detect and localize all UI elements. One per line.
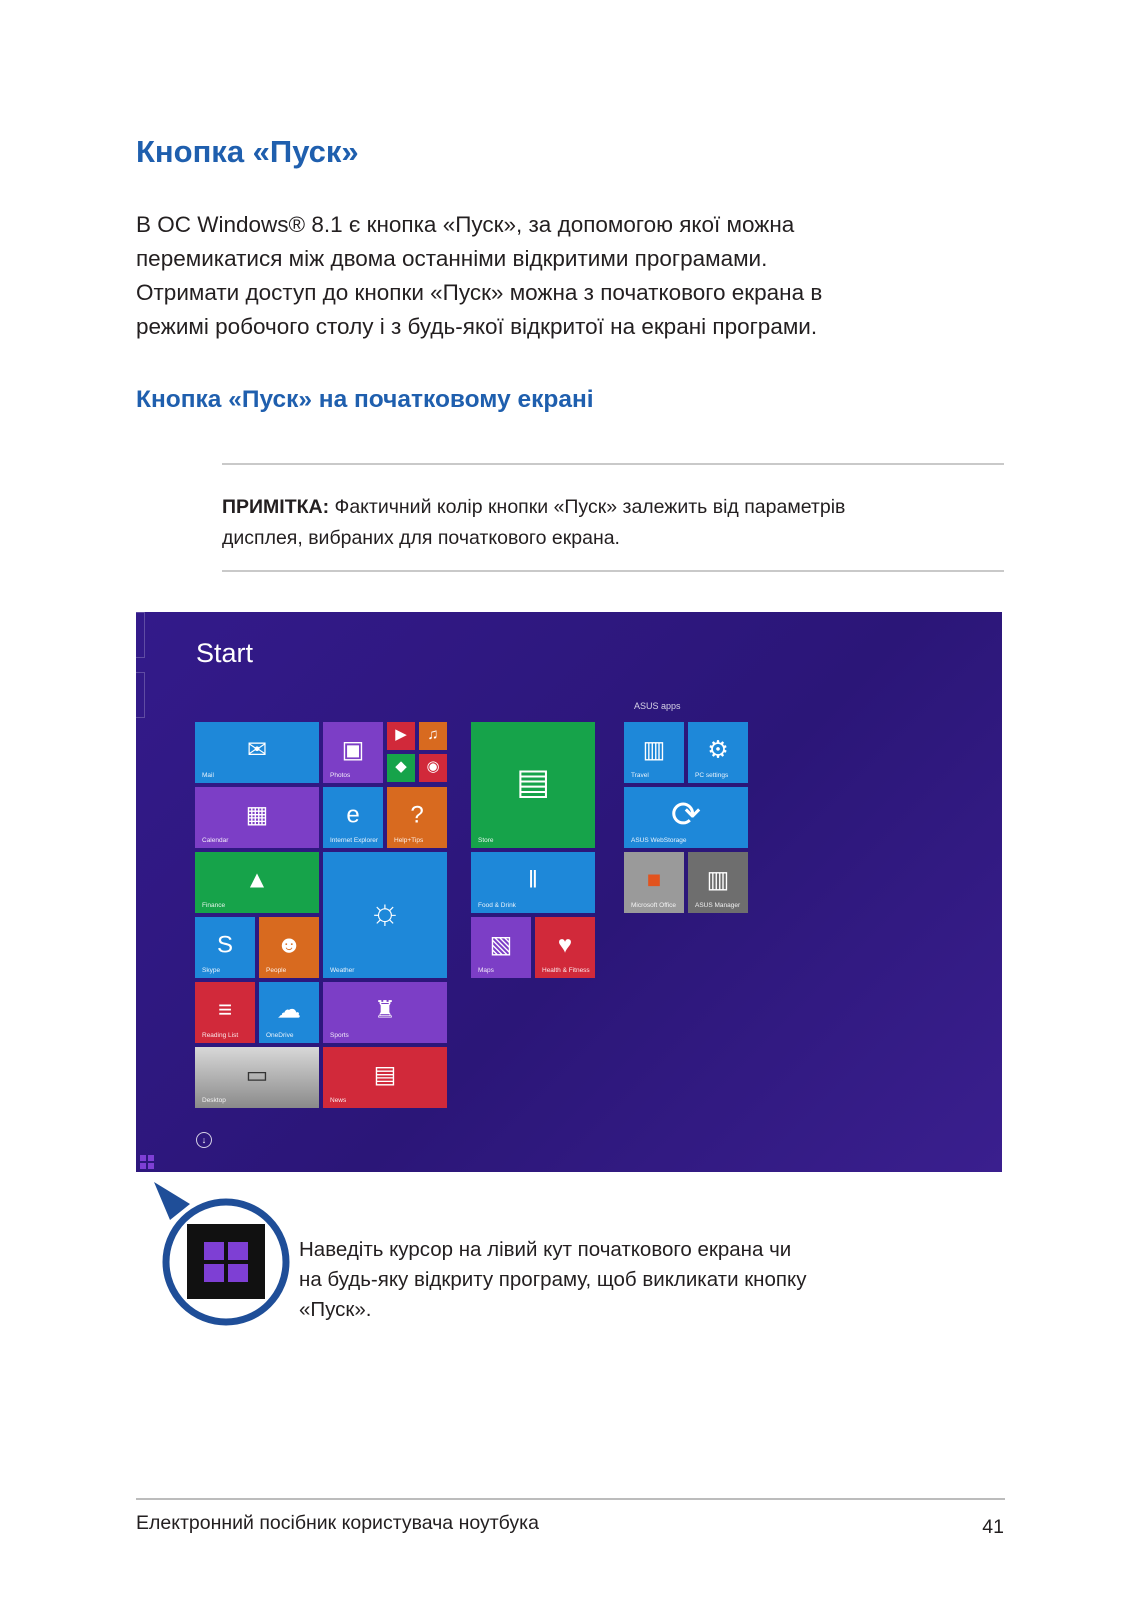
internet-explorer-icon: e <box>346 801 360 829</box>
start-title: Start <box>196 638 254 668</box>
tile-caption: OneDrive <box>266 1032 294 1039</box>
mail-icon: ✉ <box>246 736 268 764</box>
health-icon: ♥ <box>557 931 573 959</box>
reading-list-icon: ≡ <box>217 996 232 1024</box>
caption-line: «Пуск». <box>299 1298 372 1321</box>
tile-caption: Finance <box>202 902 226 909</box>
onedrive-icon: ☁ <box>277 996 301 1024</box>
footer-divider <box>136 1498 1005 1500</box>
tile-caption: PC settings <box>695 772 729 779</box>
tile-caption: Desktop <box>202 1097 226 1104</box>
note-line: дисплея, вибраних для початкового екрана. <box>222 527 620 549</box>
desktop-icon: ▭ <box>245 1061 269 1089</box>
finance-icon: ▲ <box>245 866 269 894</box>
tile-caption: ASUS WebStorage <box>631 837 687 844</box>
tile-caption: News <box>330 1097 347 1104</box>
tile-caption: Sports <box>330 1032 349 1039</box>
office-icon: ■ <box>646 866 662 894</box>
callout-caption <box>299 1235 939 1325</box>
group-label: ASUS apps <box>634 701 681 711</box>
tile-caption: ASUS Manager <box>695 902 741 909</box>
note-text: Фактичний колір кнопки «Пуск» залежить від параметрів <box>329 496 846 518</box>
help-icon: ? <box>410 801 424 829</box>
section-subheading: Кнопка «Пуск» на початковому екрані <box>136 386 594 413</box>
page-number: 41 <box>982 1516 1004 1538</box>
sync-icon: ⟳ <box>670 792 702 834</box>
photos-icon: ▣ <box>341 736 365 764</box>
tile-caption: People <box>266 967 287 974</box>
tile-caption: Internet Explorer <box>330 837 379 844</box>
start-button-enlarged <box>187 1224 265 1299</box>
tile-caption: Store <box>478 837 494 844</box>
intro-line: В ОС Windows® 8.1 є кнопка «Пуск», за допомогою якої можна <box>136 212 795 237</box>
caption-line: на будь-яку відкриту програму, щоб викликати кнопку <box>299 1268 807 1291</box>
intro-line: режимі робочого столу і з будь-якої відкритої на екрані програми. <box>136 314 818 339</box>
intro-line: Отримати доступ до кнопки «Пуск» можна з початкового екрана в <box>136 280 823 305</box>
tile-caption: Calendar <box>202 837 229 844</box>
games-icon: ◆ <box>395 758 407 775</box>
tile-caption: Health & Fitness <box>542 967 590 974</box>
tile-caption: Microsoft Office <box>631 902 677 909</box>
music-icon: ♫ <box>427 726 439 743</box>
intro-line: перемикатися між двома останніми відкритими програмами. <box>136 246 768 271</box>
asus-manager-icon: ▥ <box>706 866 730 894</box>
people-icon: ☻ <box>276 931 302 959</box>
footer-title: Електронний посібник користувача ноутбука <box>136 1512 539 1534</box>
tile-caption: Maps <box>478 967 494 974</box>
weather-icon: ☼ <box>368 890 402 932</box>
skype-icon: S <box>216 931 233 959</box>
camera-icon: ◉ <box>426 758 440 775</box>
note-label: ПРИМІТКА: <box>222 496 330 518</box>
video-icon: ▶ <box>395 726 407 743</box>
maps-icon: ▧ <box>489 931 513 959</box>
caption-line: Наведіть курсор на лівий кут початкового екрана чи <box>299 1238 792 1261</box>
tile-caption: Weather <box>330 967 355 974</box>
tile-caption: Food & Drink <box>478 902 516 909</box>
settings-icon: ⚙ <box>707 736 729 764</box>
tile-caption: Help+Tips <box>394 837 424 844</box>
tile-caption: Reading List <box>202 1032 239 1039</box>
tile-caption: Travel <box>631 772 649 779</box>
tile-caption: Mail <box>202 772 214 779</box>
calendar-icon: ▦ <box>245 801 269 829</box>
page-title: Кнопка «Пуск» <box>136 134 359 169</box>
news-icon: ▤ <box>373 1061 397 1089</box>
travel-icon: ▥ <box>642 736 666 764</box>
all-apps-arrow-icon[interactable]: ↓ <box>196 1132 212 1148</box>
food-icon: ǁ <box>528 866 538 894</box>
tile-caption: Skype <box>202 967 221 974</box>
tile-caption: Photos <box>330 772 351 779</box>
store-icon: ▤ <box>515 760 550 802</box>
sports-icon: ♜ <box>374 996 396 1024</box>
